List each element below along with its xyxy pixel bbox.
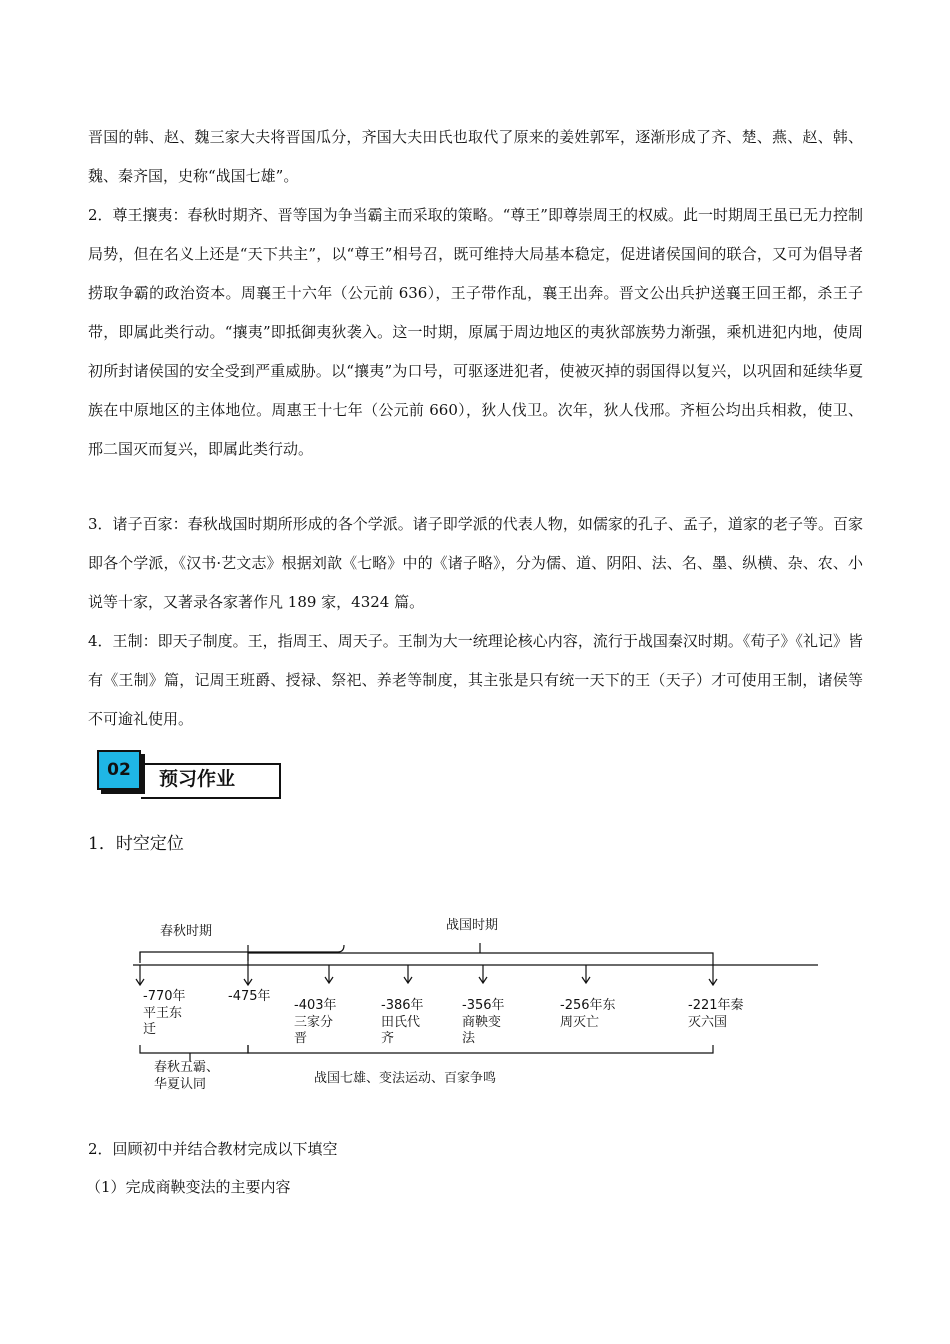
warring-states-brace [248, 953, 713, 965]
paragraph-zhuzi-baijia [88, 505, 863, 622]
item-1-heading: 1．时空定位 [88, 834, 184, 854]
item-2-heading: 2．回顾初中并结合教材完成以下填空 [88, 1140, 338, 1158]
paragraph-text: 3．诸子百家：春秋战国时期所形成的各个学派。诸子即学派的代表人物，如儒家的孔子、孟子，道家的老子等。百家即各个学派，《汉书·艺文志》根据刘歆《七略》中的《诸子略》，分为儒、道、阴阳、法、名、墨、纵横、杂、农、小说等十家，又著录各家著作凡 189 家，4324 篇。 [88, 515, 863, 611]
warring-states-bottom-brace [248, 1045, 713, 1053]
event-403-year: -403年 [294, 998, 337, 1013]
event-403-line2: 三家分 [294, 1015, 334, 1030]
event-770-line3: 迁 [143, 1022, 157, 1037]
arrow-256 [582, 965, 590, 983]
event-221 [688, 997, 744, 1030]
event-221-line2: 灭六国 [688, 1015, 728, 1030]
paragraph-text: 4．王制：即天子制度。王，指周王、周天子。王制为大一统理论核心内容，流行于战国秦汉时期。《荀子》《礼记》皆有《王制》篇，记周王班爵、授禄、祭祀、养老等制度，其主张是只有统一天下的王（天子）才可使用王制，诸侯等不可逾礼使用。 [88, 632, 863, 728]
event-386-year: -386年 [381, 998, 424, 1013]
event-386 [381, 997, 424, 1046]
event-770 [143, 988, 186, 1037]
event-386-line2: 田氏代 [381, 1015, 421, 1030]
spring-autumn-summary-line1: 春秋五霸、 [154, 1060, 220, 1075]
paragraph-wangzhi [88, 622, 863, 739]
section-number-badge: 02 [97, 750, 141, 790]
event-770-line2: 平王东 [143, 1006, 183, 1021]
paragraph-zunwang-rangyi [88, 196, 863, 469]
event-356-year: -356年 [462, 998, 505, 1013]
period-label-warring-states: 战国时期 [446, 918, 499, 933]
event-356-line3: 法 [462, 1031, 476, 1046]
paragraph-text: 晋国的韩、赵、魏三家大夫将晋国瓜分，齐国大夫田氏也取代了原来的姜姓郭军，逐渐形成了齐、楚、燕、赵、韩、魏、秦齐国，史称“战国七雄”。 [88, 128, 863, 185]
event-256-year: -256年东 [560, 998, 616, 1013]
arrow-770 [136, 965, 144, 985]
paragraph-text: 2．尊王攘夷：春秋时期齐、晋等国为争当霸主而采取的策略。“尊王”即尊崇周王的权威。此一时期周王虽已无力控制局势，但在名义上还是“天下共主”，以“尊王”相号召，既可维持大局基本稳定，促进诸侯国间的联合，又可为倡导者捞取争霸的政治资本。周襄王十六年（公元前 636），王子带作乱，襄王出奔。晋文公出兵护送襄王回王都，杀王子带，即属此类行动。“攘夷”即抵御夷狄袭入。这一时期，原属于周边地区的夷狄部族势力渐强，乘机进犯内地，使周初所封诸侯国的安全受到严重威胁。以“攘夷”为口号，可驱逐进犯者，使被灭掉的弱国得以复兴，以巩固和延续华夏族在中原地区的主体地位。周惠王十七年（公元前 660），狄人伐卫。次年，狄人伐邢。齐桓公均出兵相救，使卫、邢二国灭而复兴，即属此类行动。 [88, 206, 863, 458]
event-770-year: -770年 [143, 989, 186, 1004]
event-475-year: -475年 [228, 989, 271, 1004]
event-403-line3: 晋 [294, 1031, 308, 1046]
event-403 [294, 997, 337, 1046]
spring-autumn-bottom-brace [140, 1045, 248, 1053]
arrow-356 [479, 965, 487, 983]
section-heading [97, 750, 283, 802]
arrow-403 [325, 965, 333, 983]
event-256-line2: 周灭亡 [560, 1015, 600, 1030]
event-221-year: -221年秦 [688, 998, 744, 1013]
event-256 [560, 997, 616, 1030]
section-title: 预习作业 [159, 768, 236, 790]
event-475 [228, 988, 271, 1004]
arrow-386 [404, 965, 412, 983]
paragraph-intro-continued [88, 118, 863, 196]
event-356-line2: 商鞅变 [462, 1015, 502, 1030]
event-356 [462, 997, 505, 1046]
item-2-subquestion: （1）完成商鞅变法的主要内容 [86, 1178, 291, 1196]
spring-autumn-summary-line2: 华夏认同 [154, 1077, 207, 1092]
warring-states-summary: 战国七雄、变法运动、百家争鸣 [314, 1071, 497, 1086]
arrow-221 [709, 965, 717, 985]
event-arrows [136, 965, 717, 985]
timeline-diagram [128, 905, 828, 1105]
period-label-spring-autumn: 春秋时期 [160, 924, 213, 939]
event-386-line3: 齐 [381, 1031, 395, 1046]
arrow-475 [244, 965, 252, 985]
